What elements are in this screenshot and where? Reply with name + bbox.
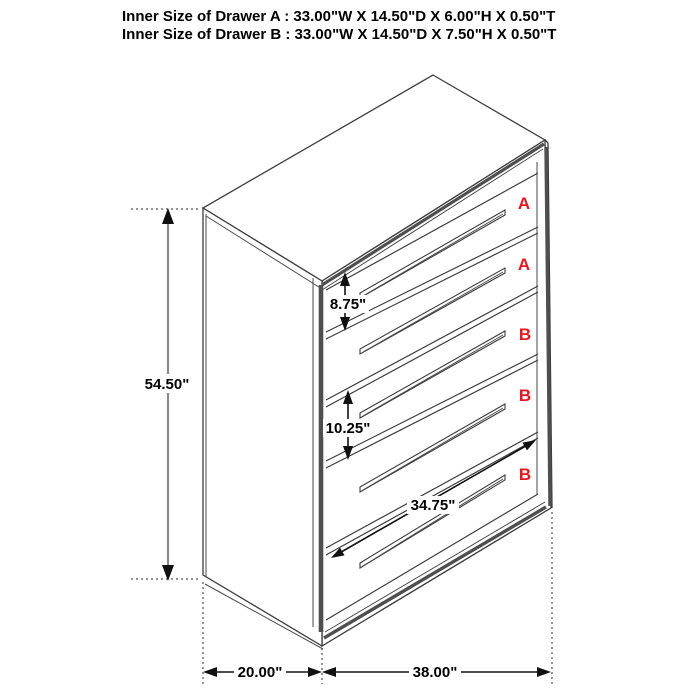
drawer-b-size-text: Inner Size of Drawer B : 33.00"W X 14.50"D X 7.50"H X 0.50"T bbox=[122, 26, 557, 43]
drawer-b-dim-label: 10.25" bbox=[325, 420, 371, 437]
drawer-1-label: A bbox=[517, 194, 531, 213]
drawer-a-dim-label: 8.75" bbox=[329, 296, 367, 313]
drawer-3-label: B bbox=[518, 325, 532, 344]
chest-drawing bbox=[203, 75, 552, 649]
dim-overall-height bbox=[131, 208, 201, 581]
arrow-up-icon bbox=[162, 208, 174, 224]
drawer-2-label: A bbox=[517, 255, 531, 274]
arrow-right-icon bbox=[537, 667, 551, 677]
height-dim-label: 54.50" bbox=[144, 376, 190, 393]
dim-depth bbox=[203, 661, 322, 681]
depth-dim-label: 20.00" bbox=[237, 664, 283, 681]
arrow-left-icon bbox=[322, 667, 336, 677]
width-dim-label: 38.00" bbox=[412, 664, 458, 681]
drawer-5-label: B bbox=[518, 465, 532, 484]
drawer-width-dim-label: 34.75" bbox=[410, 497, 456, 514]
drawer-4-label: B bbox=[518, 386, 532, 405]
dim-width bbox=[322, 661, 551, 681]
drawer-a-size-text: Inner Size of Drawer A : 33.00"W X 14.50"D X 6.00"H X 0.50"T bbox=[122, 8, 556, 25]
arrow-right-icon bbox=[308, 667, 322, 677]
chest-side-panel bbox=[203, 208, 322, 646]
arrow-left-icon bbox=[203, 667, 217, 677]
